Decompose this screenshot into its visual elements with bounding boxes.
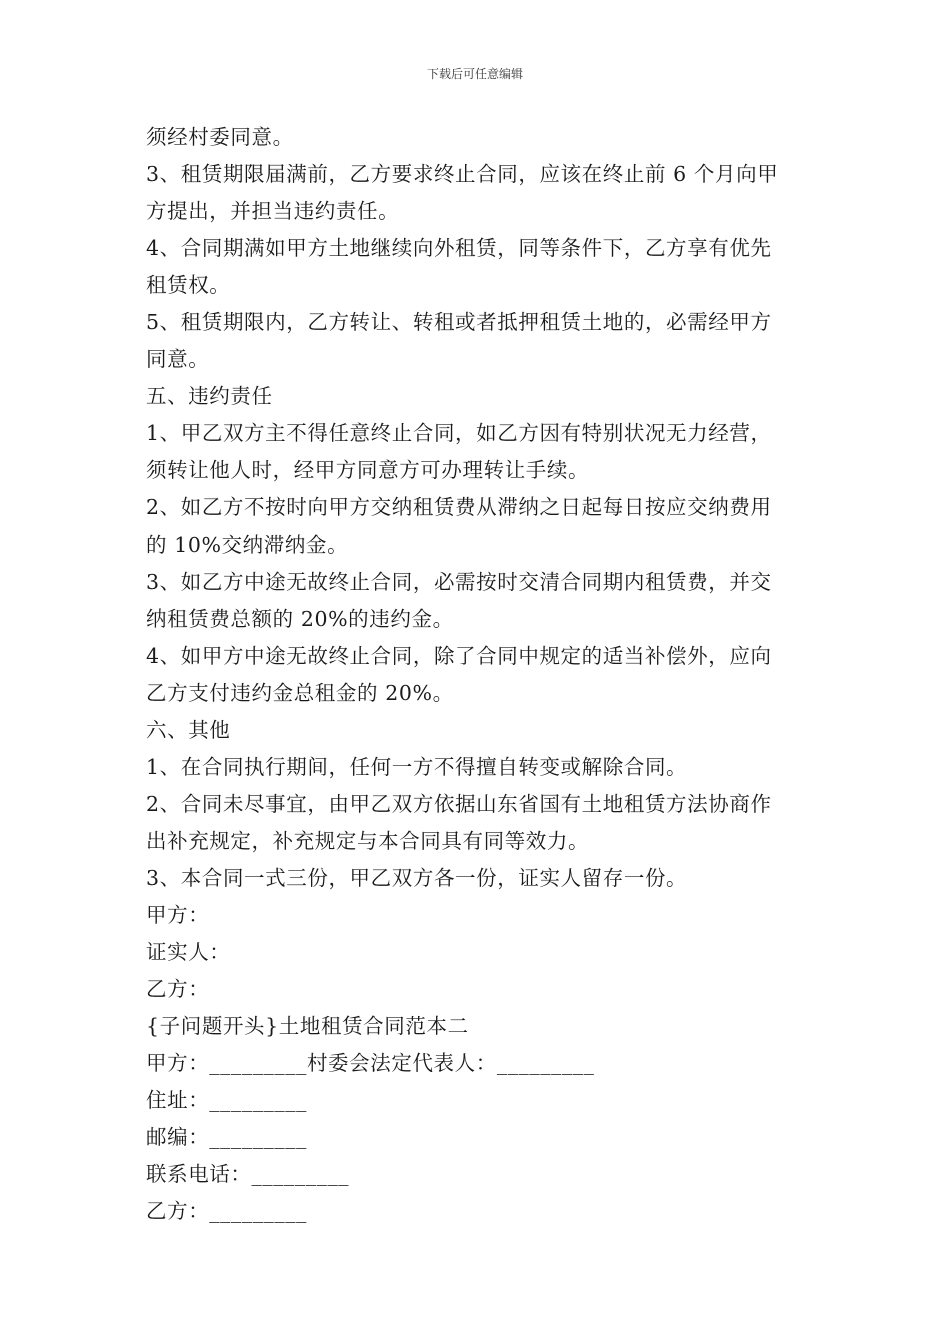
signature-witness: 证实人： xyxy=(146,940,231,965)
text-line: 租赁权。 xyxy=(146,273,231,298)
signature-party-a: 甲方： xyxy=(146,902,210,927)
text-line: 4、如甲方中途无故终止合同，除了合同中规定的适当补偿外，应向 xyxy=(146,643,772,668)
section-heading: 六、其他 xyxy=(146,717,231,742)
text-line: 1、在合同执行期间，任何一方不得擅自转变或解除合同。 xyxy=(146,754,688,779)
form-field-party-a: 甲方：_________村委会法定代表人：_________ xyxy=(146,1051,595,1076)
text-line: 3、本合同一式三份，甲乙双方各一份，证实人留存一份。 xyxy=(146,865,688,890)
text-line: 2、合同未尽事宜，由甲乙双方依据山东省国有土地租赁方法协商作 xyxy=(146,791,772,816)
text-line: 方提出，并担当违约责任。 xyxy=(146,199,400,224)
text-line: 出补充规定，补充规定与本合同具有同等效力。 xyxy=(146,828,590,853)
page-header-note: 下载后可任意编辑 xyxy=(426,67,523,81)
text-line: 乙方支付违约金总租金的 20%。 xyxy=(146,680,454,705)
text-line: 须经村委同意。 xyxy=(146,125,294,149)
signature-party-b: 乙方： xyxy=(146,977,210,1002)
text-line: 5、租赁期限内，乙方转让、转租或者抵押租赁土地的，必需经甲方 xyxy=(146,310,772,335)
text-line: 同意。 xyxy=(146,347,210,372)
form-field-phone: 联系电话：_________ xyxy=(146,1162,350,1187)
form-field-party-b: 乙方：_________ xyxy=(146,1199,307,1224)
form-field-address: 住址：_________ xyxy=(146,1088,307,1113)
document-body xyxy=(146,119,816,1230)
text-line: 2、如乙方不按时向甲方交纳租赁费从滞纳之日起每日按应交纳费用 xyxy=(146,495,772,520)
text-line: 须转让他人时，经甲方同意方可办理转让手续。 xyxy=(146,458,590,483)
text-line: 4、合同期满如甲方土地继续向外租赁，同等条件下，乙方享有优先 xyxy=(146,236,772,261)
text-line: 3、租赁期限届满前，乙方要求终止合同，应该在终止前 6 个月向甲 xyxy=(146,162,779,187)
text-line: 1、甲乙双方主不得任意终止合同，如乙方因有特别状况无力经营， xyxy=(146,421,772,446)
form-field-postcode: 邮编：_________ xyxy=(146,1125,307,1150)
text-line: 的 10%交纳滞纳金。 xyxy=(146,532,349,557)
text-line: 3、如乙方中途无故终止合同，必需按时交清合同期内租赁费，并交 xyxy=(146,569,772,594)
template-title: {子问题开头}土地租赁合同范本二 xyxy=(146,1014,469,1039)
text-line: 纳租赁费总额的 20%的违约金。 xyxy=(146,606,454,631)
section-heading: 五、违约责任 xyxy=(146,384,273,409)
